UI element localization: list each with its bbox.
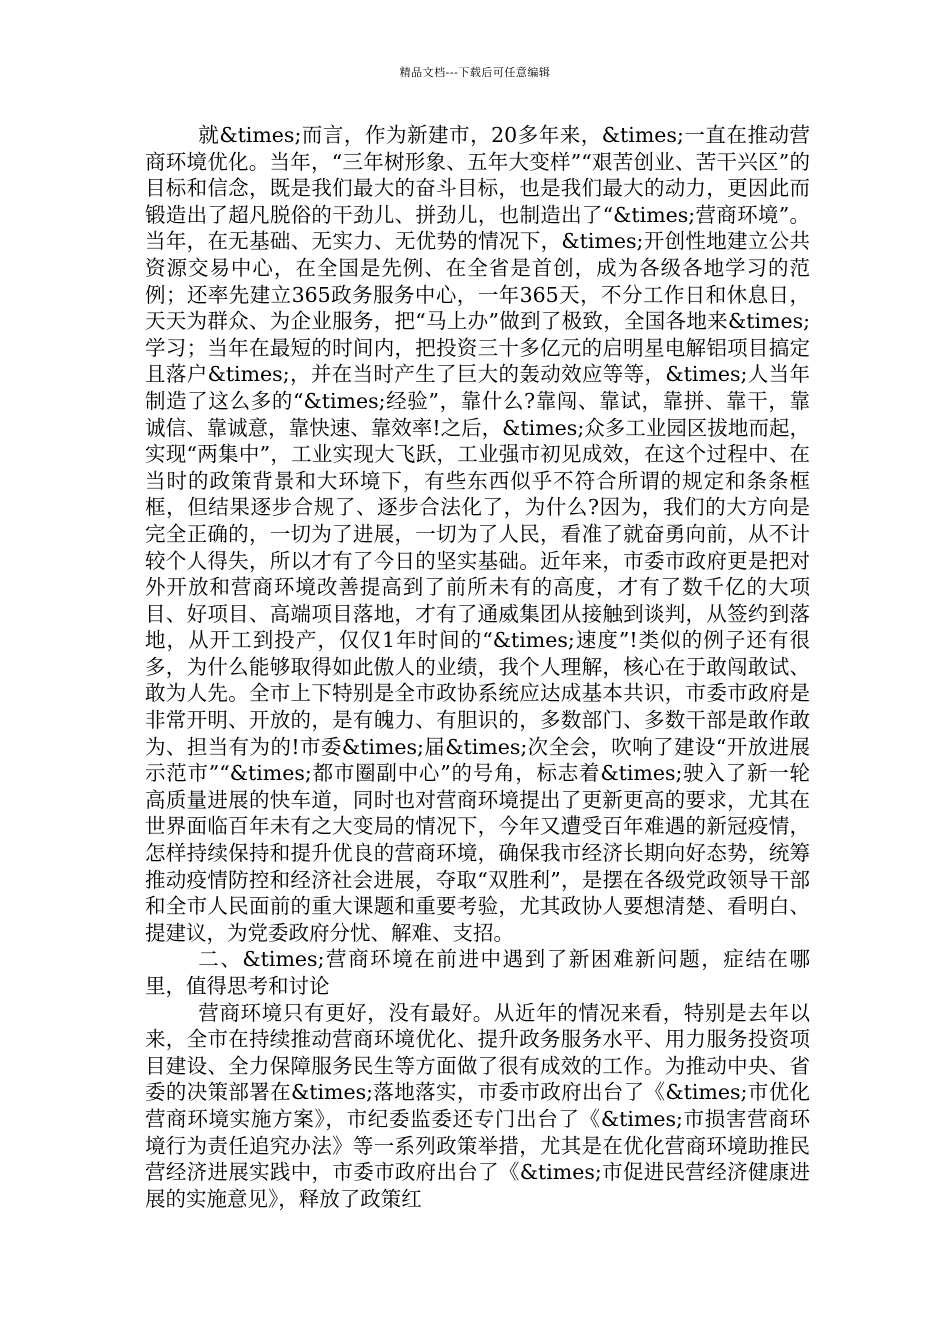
paragraph-3: 营商环境只有更好，没有最好。从近年的情况来看，特别是去年以来，全市在持续推动营商环境优化、提升政务服务水平、用力服务投资项目建设、全力保障服务民生等方面做了很有成效的工作。为推动中央、省委的决策部署在&times;落地落实，市委市政府出台了《&times;市优化营商环境实施方案》，市纪委监委还专门出台了《&times;市损害营商环境行为责任追究办法》等一系列政策举措，尤其是在优化营商环境助推民营经济进展实践中，市委市政府出台了《&times;市促进民营经济健康进展的实施意见》，释放了政策红 — [145, 1000, 810, 1211]
paragraph-1: 就&times;而言，作为新建市，20多年来，&times;一直在推动营商环境优化。当年，“三年树形象、五年大变样”“艰苦创业、苦干兴区”的目标和信念，既是我们最大的奋斗目标，也是我们最大的动力，更因此而锻造出了超凡脱俗的干劲儿、拼劲儿，也制造出了“&times;营商环境”。当年，在无基础、无实力、无优势的情况下，&times;开创性地建立公共资源交易中心，在全国是先例、在全省是首创，成为各级各地学习的范例；还率先建立365政务服务中心，一年365天，不分工作日和休息日，天天为群众、为企业服务，把“马上办”做到了极致，全国各地来&times;学习；当年在最短的时间内，把投资三十多亿元的启明星电解铝项目搞定且落户&times;，并在当时产生了巨大的轰动效应等等，&times;人当年制造了这么多的“&times;经验”，靠什么?靠闯、靠试，靠拼、靠干，靠诚信、靠诚意，靠快速、靠效率!之后，&times;众多工业园区拔地而起，实现“两集中”，工业实现大飞跃，工业强市初见成效，在这个过程中、在当时的政策背景和大环境下，有些东西似乎不符合所谓的规定和条条框框，但结果逐步合规了、逐步合法化了，为什么?因为，我们的大方向是完全正确的，一切为了进展，一切为了人民，看准了就奋勇向前，从不计较个人得失，所以才有了今日的坚实基础。近年来，市委市政府更是把对外开放和营商环境改善提高到了前所未有的高度，才有了数千亿的大项目、好项目、高端项目落地，才有了通威集团从接触到谈判，从签约到落地，从开工到投产，仅仅1年时间的“&times;速度”!类似的例子还有很多，为什么能够取得如此傲人的业绩，我个人理解，核心在于敢闯敢试、敢为人先。全市上下特别是全市政协系统应达成基本共识，市委市政府是非常开明、开放的，是有魄力、有胆识的，多数部门、多数干部是敢作敢为、担当有为的!市委&times;届&times;次全会，吹响了建设“开放进展示范市”“&times;都市圈副中心”的号角，标志着&times;驶入了新一轮高质量进展的快车道，同时也对营商环境提出了更新更高的要求，尤其在世界面临百年未有之大变局的情况下，今年又遭受百年难遇的新冠疫情，怎样持续保持和提升优良的营商环境，确保我市经济长期向好态势，统筹推动疫情防控和经济社会进展，夺取“双胜利”，是摆在各级党政领导干部和全市人民面前的重大课题和重要考验，尤其政协人要想清楚、看明白、提建议，为党委政府分忧、解难、支招。 — [145, 123, 810, 945]
page-header: 精品文档---下载后可任意编辑 — [399, 66, 551, 79]
paragraph-2-section-heading: 二、&times;营商环境在前进中遇到了新困难新问题，症结在哪里，值得思考和讨论 — [145, 947, 810, 998]
document-body — [145, 122, 810, 1212]
